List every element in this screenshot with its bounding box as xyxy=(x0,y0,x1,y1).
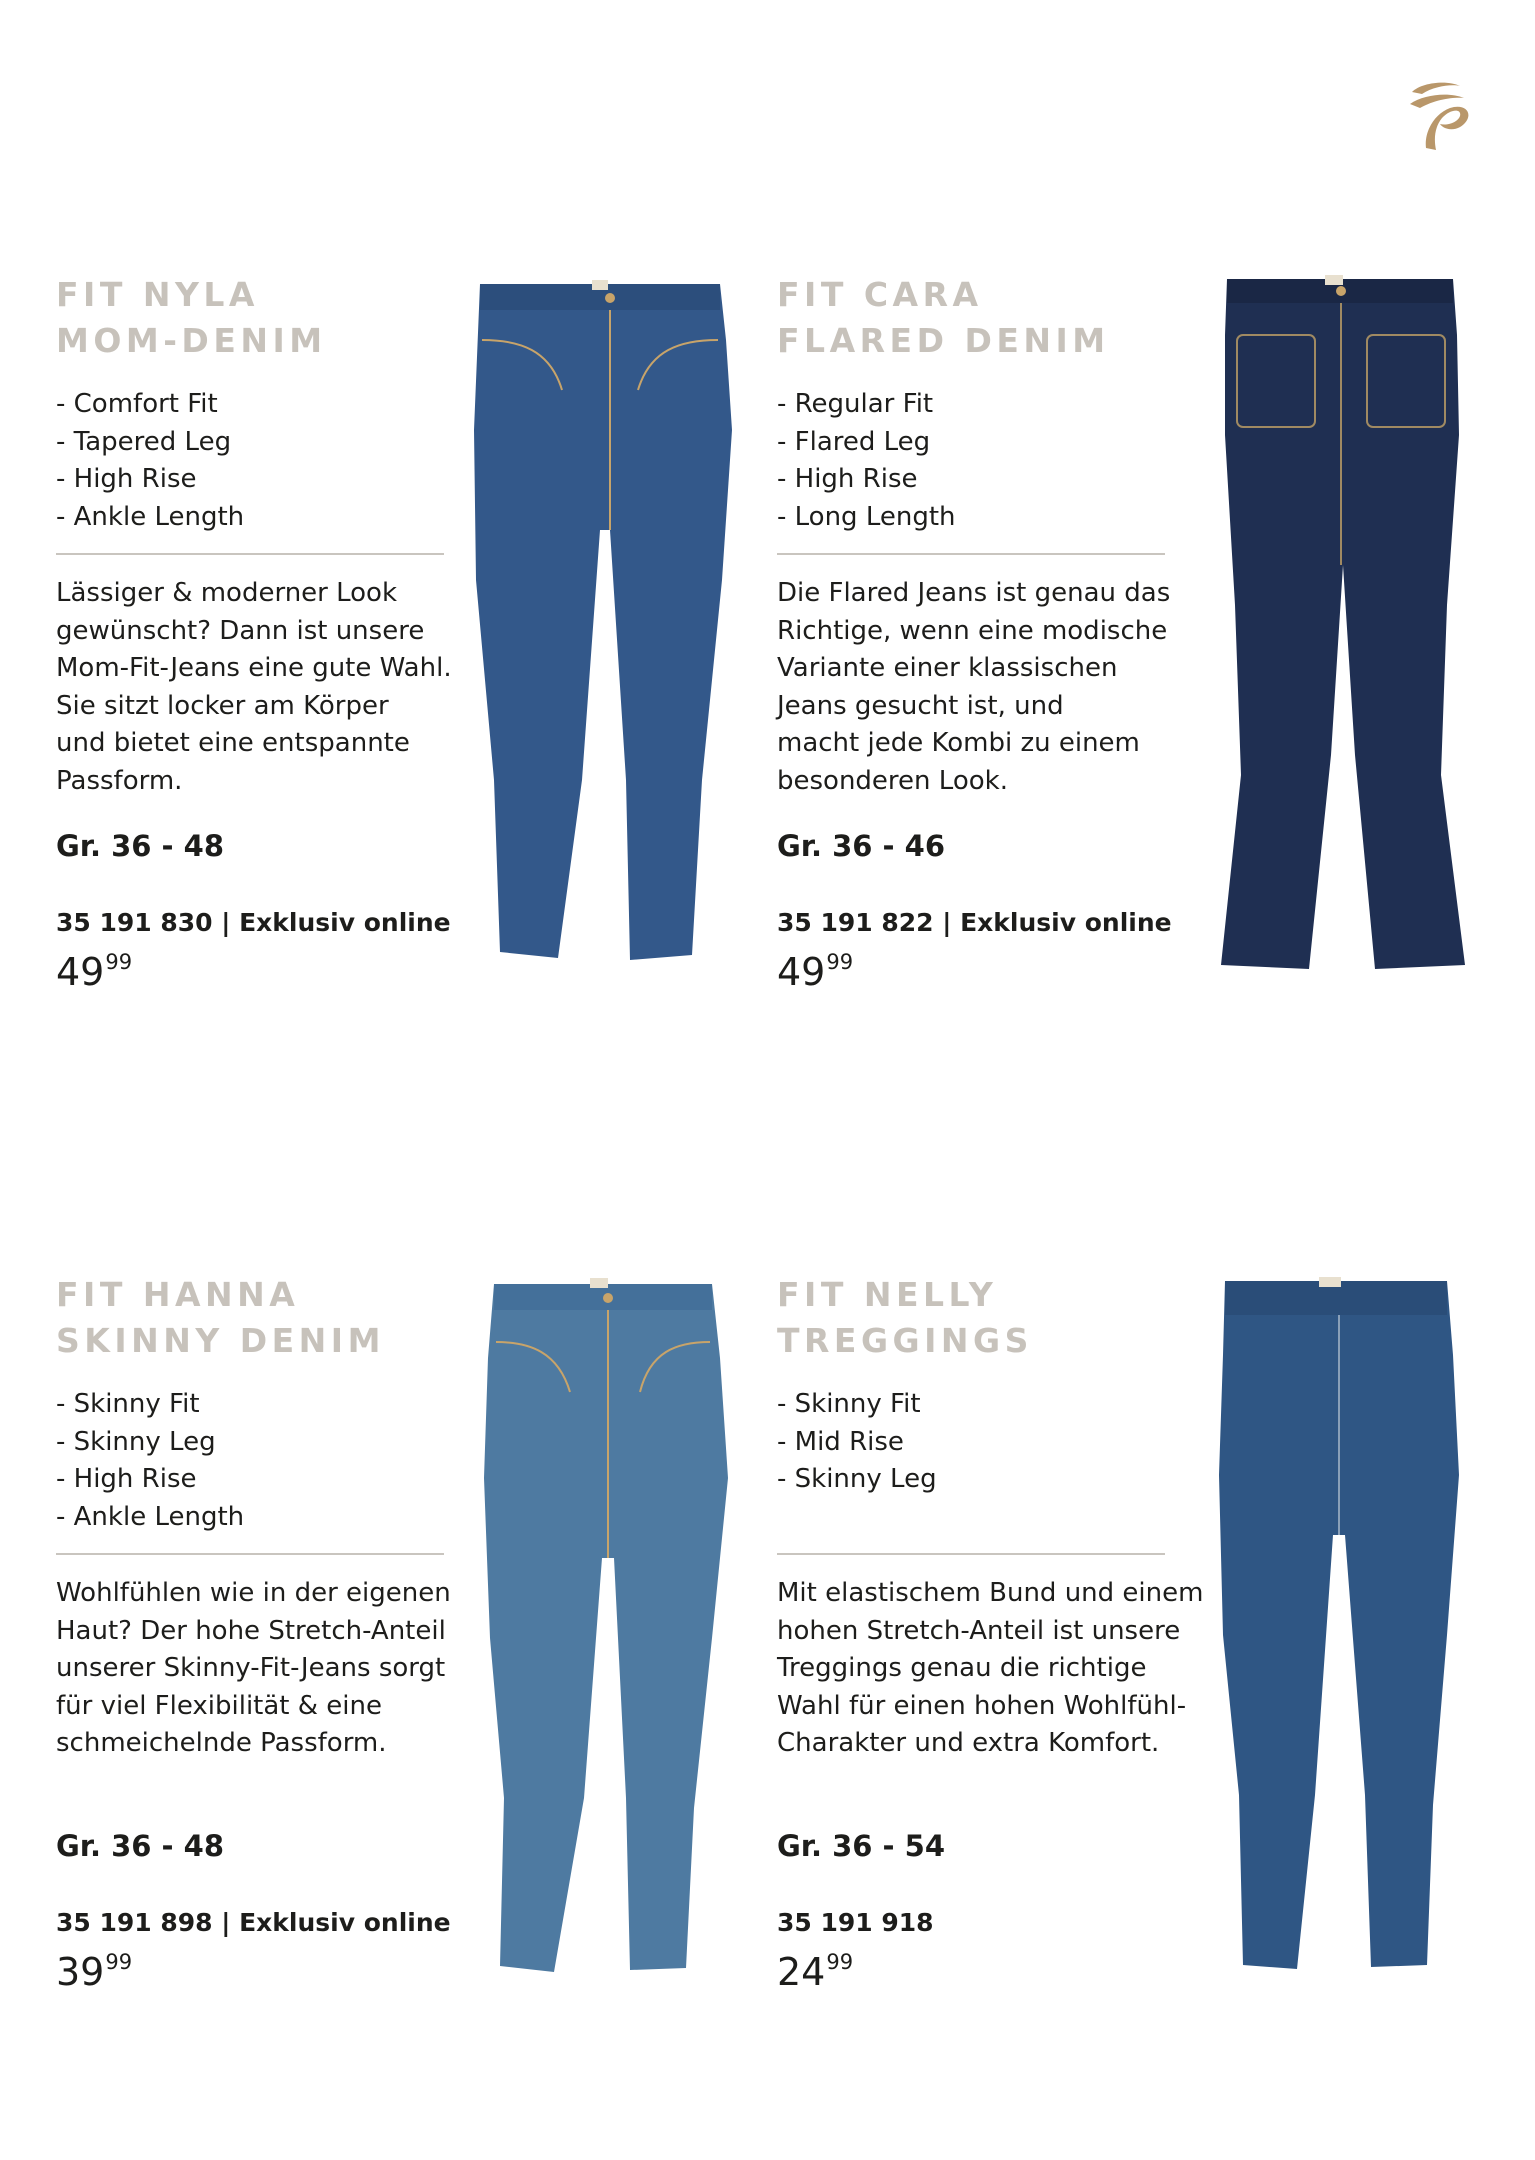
product-fit-nyla xyxy=(56,272,476,994)
feature-item: - Ankle Length xyxy=(56,501,245,532)
feature-item: - High Rise xyxy=(777,464,918,494)
divider xyxy=(777,553,1165,555)
divider xyxy=(56,553,444,555)
treggings-image xyxy=(1215,1275,1465,1975)
product-description: Wohlfühlen wie in der eigenen Haut? Der hohe Stretch-Anteil unserer Skinny-Fit-Jeans sorgt für viel Flexibilität & eine schmeichelnde Passform. xyxy=(56,1578,451,1758)
product-description: Die Flared Jeans ist genau das Richtige, wenn eine modische Variante einer klassischen Jeans gesucht ist, und macht jede Kombi zu einem besonderen Look. xyxy=(777,578,1171,796)
article-number: 35 191 918 xyxy=(777,1908,934,1937)
product-fit-hanna xyxy=(56,1272,476,1994)
feature-item: - Comfort Fit xyxy=(56,389,218,419)
product-description: Mit elastischem Bund und einem hohen Stretch-Anteil ist unsere Treggings genau die richtige Wahl für einen hohen Wohlfühl- Charakter und extra Komfort. xyxy=(777,1578,1204,1758)
product-description: Lässiger & moderner Look gewünscht? Dann ist unsere Mom-Fit-Jeans eine gute Wahl. Sie sitzt locker am Körper und bietet eine entspannte Passform. xyxy=(56,578,452,796)
feature-item: - Tapered Leg xyxy=(56,426,232,457)
product-title: FIT HANNA SKINNY DENIM xyxy=(56,1275,385,1360)
feature-item: - Skinny Fit xyxy=(56,1389,200,1419)
feature-item: - High Rise xyxy=(56,1464,197,1494)
feature-item: - Skinny Fit xyxy=(777,1389,921,1419)
flared-jeans-image xyxy=(1215,275,1470,975)
feature-list xyxy=(56,1386,476,1536)
mom-jeans-image xyxy=(470,280,750,965)
feature-item: - High Rise xyxy=(56,464,197,494)
feature-list xyxy=(777,386,1197,536)
size-range: Gr. 36 - 54 xyxy=(777,1829,946,1863)
size-range: Gr. 36 - 48 xyxy=(56,1829,225,1863)
feature-item: - Mid Rise xyxy=(777,1426,904,1457)
feature-item: - Long Length xyxy=(777,501,956,532)
size-range: Gr. 36 - 48 xyxy=(56,829,225,863)
price: $39^{99}$ xyxy=(56,1950,133,1994)
feature-item: - Ankle Length xyxy=(56,1501,245,1532)
feature-list xyxy=(56,386,476,536)
feature-item: - Regular Fit xyxy=(777,389,934,419)
divider xyxy=(777,1553,1165,1555)
feature-list xyxy=(777,1386,1197,1536)
product-title: FIT NELLY TREGGINGS xyxy=(777,1275,1033,1360)
product-title: FIT CARA FLARED DENIM xyxy=(777,275,1110,360)
price: $24^{99}$ xyxy=(777,1950,854,1994)
price: $49^{99}$ xyxy=(56,950,133,994)
skinny-jeans-image xyxy=(480,1278,740,1978)
article-number: 35 191 898 | Exklusiv online xyxy=(56,1908,451,1937)
feature-item: - Skinny Leg xyxy=(777,1464,937,1494)
feature-item: - Skinny Leg xyxy=(56,1426,216,1457)
product-fit-cara xyxy=(777,272,1197,994)
product-fit-nelly xyxy=(777,1272,1204,1994)
feature-item: - Flared Leg xyxy=(777,426,931,457)
size-range: Gr. 36 - 46 xyxy=(777,829,946,863)
price: $49^{99}$ xyxy=(777,950,854,994)
product-title: FIT NYLA MOM-DENIM xyxy=(56,275,327,360)
tchibo-logo-icon xyxy=(1404,78,1474,152)
divider xyxy=(56,1553,444,1555)
article-number: 35 191 830 | Exklusiv online xyxy=(56,908,451,937)
article-number: 35 191 822 | Exklusiv online xyxy=(777,908,1172,937)
